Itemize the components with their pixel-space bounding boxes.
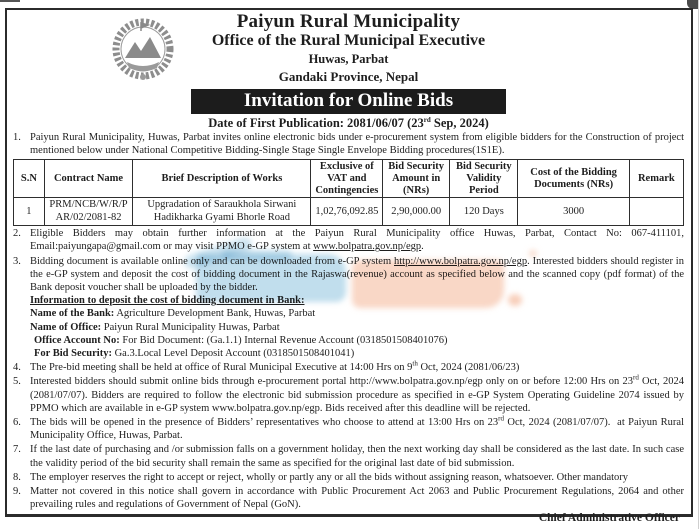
item-text	[30, 416, 684, 442]
notice-border-frame	[5, 8, 693, 525]
bid-security-amount-cell: 2,90,000.00	[383, 198, 450, 226]
bank-deposit-info	[30, 294, 684, 360]
bolpatra-url-link: http://www.bolpatra.gov.np/egp	[394, 255, 528, 267]
bank-row-label: For Bid Security:	[34, 348, 112, 360]
column-header-sn: S.N	[14, 160, 45, 198]
bid-security-account-row	[30, 347, 684, 360]
item-text: Paiyun Rural Municipality, Huwas, Parbat invites online electronic bids under e-procurement system from eligible bidders for the Construction of project mentioned below under National Competitive Bidding-Single Stage Single Envelope Bidding procedures(1S1E).	[30, 132, 684, 157]
bank-row-value: Ga.3.Local Level Deposit Account (0318501508401041)	[111, 348, 355, 360]
notice-header	[13, 11, 684, 130]
municipality-title: Paiyun Rural Municipality	[236, 11, 461, 32]
publication-date-line	[13, 116, 684, 130]
item-text-segment: Bidding document is available online only and can be downloaded from e-GP system	[30, 255, 394, 267]
remark-cell	[629, 198, 683, 226]
publication-date-text: Date of First Publication: 2081/06/07 (23	[208, 116, 424, 130]
sn-cell: 1	[14, 198, 45, 226]
item-number: 7.	[13, 444, 21, 456]
notice-item-1	[13, 131, 684, 157]
office-account-row	[30, 334, 684, 347]
notice-item-3	[13, 255, 684, 295]
bank-info-heading: Information to deposit the cost of bidding document in Bank:	[30, 295, 305, 307]
ordinal-superscript: rd	[633, 373, 639, 382]
notice-item-9	[13, 485, 684, 511]
invitation-banner: Invitation for Online Bids	[191, 89, 506, 114]
item-text-segment: Interested bidders should submit online bids through e-procurement portal http://www.bolpatra.gov.np/egp only on or before 12:00 Hrs on 23	[30, 376, 633, 388]
item-text-segment: .	[421, 241, 424, 253]
item-number: 3.	[13, 255, 21, 267]
notice-item-8	[13, 471, 684, 484]
bank-row-label: Name of Office:	[30, 321, 102, 333]
item-number: 2.	[13, 228, 21, 240]
item-text	[30, 255, 684, 295]
column-header-bid-security-amount: Bid Security Amount in (NRs)	[383, 160, 450, 198]
table-header-row	[14, 160, 684, 198]
table-row	[14, 198, 684, 226]
item-number: 1.	[13, 132, 21, 143]
column-header-description: Brief Description of Works	[133, 160, 311, 198]
item-number: 4.	[13, 362, 21, 374]
scan-artifact-top-left	[0, 0, 20, 2]
bank-name-row	[30, 307, 684, 320]
bank-row-value: Agriculture Development Bank, Huwas, Parbat	[114, 308, 316, 320]
contract-name-cell: PRM/NCB/W/R/PAR/02/2081-82	[44, 198, 132, 226]
item-text-segment: Oct, 2024 (2081/06/23)	[417, 362, 520, 374]
office-name-row	[30, 321, 684, 334]
bolpatra-url-link: www.bolpatra.gov.np/egp	[313, 241, 422, 253]
notice-item-4	[13, 361, 684, 374]
publication-date-year: Sep, 2024)	[430, 116, 489, 130]
item-number: 6.	[13, 417, 21, 429]
item-number: 8.	[13, 471, 21, 483]
notice-item-2	[13, 227, 684, 253]
item-text-segment: The Pre-bid meeting shall be held at office of Rural Municipal Executive at 14:00 Hrs on 9	[30, 362, 413, 374]
notice-item-7	[13, 443, 684, 469]
nepal-government-emblem-icon	[105, 15, 181, 85]
column-header-document-cost: Cost of the Bidding Documents (NRs)	[518, 160, 629, 198]
notice-item-6	[13, 416, 684, 442]
ordinal-superscript: rd	[498, 414, 505, 423]
ordinal-superscript: th	[412, 359, 418, 368]
description-cell: Upgradation of Saraukhola Sirwani Hadikharka Gyami Bhorle Road	[133, 198, 311, 226]
item-text	[30, 375, 684, 415]
ordinal-superscript: rd	[423, 115, 431, 124]
item-number: 5.	[13, 376, 21, 388]
province-line: Gandaki Province, Nepal	[278, 69, 419, 84]
bank-row-label: Name of the Bank:	[30, 308, 115, 320]
item-text-segment: Eligible Bidders may obtain further information at the Paiyun Rural Municipality office Huwas, Parbat, Contact No: 067-411101, Email:paiyungapa@gmail.com or may visit PPMO e-GP system at	[30, 228, 684, 253]
item-text: If the last date of purchasing and /or submission falls on a government holiday, then the next working day shall be considered as the last date. In such case the validity period of the bid security shall remain the same as specified for the original last date of bid submission.	[30, 444, 684, 469]
item-text-segment: Oct, 2024 (2081/07/07). Bidders are required to follow the electronic bid submission procedure as specified in e-GP System Operating Guideline 2074 issued by PPMO which are available in e-GP system www.bolpatra.gov.np/egp. Bids received after this deadline will be rejected.	[30, 376, 684, 414]
column-header-bid-security-validity: Bid Security Validity Period	[450, 160, 518, 198]
document-cost-cell: 3000	[518, 198, 629, 226]
item-text: The employer reserves the right to accept or reject, wholly or partly any or all the bids without assigning reason, whatsoever. Other mandatory	[30, 471, 629, 483]
office-title: Office of the Rural Municipal Executive	[211, 32, 486, 49]
bank-row-label: Office Account No:	[34, 334, 120, 346]
bids-table	[13, 159, 684, 226]
column-header-vat-exclusive: Exclusive of VAT and Contingencies	[311, 160, 383, 198]
column-header-remark: Remark	[629, 160, 683, 198]
vat-exclusive-cell: 1,02,76,092.85	[311, 198, 383, 226]
item-text-segment: The bids will be opened in the presence of Bidders’ representatives who choose to attend at 13:00 Hrs on 23	[30, 417, 499, 429]
bank-row-value: For Bid Document: (Ga.1.1) Internal Revenue Account (0318501508401076)	[119, 334, 448, 346]
item-text-segment: . Interested bidders should register in the e-GP system and deposit the cost of bidding document in the Rajaswa(revenue) account as specified below and the scanned copy (pdf format) of the Bank deposit voucher shall be uploaded by the bidder.	[30, 255, 684, 293]
item-text	[30, 361, 684, 374]
item-text: Matter not covered in this notice shall govern in accordance with Public Procurement Act 2063 and Public Procurement Regulations, 2064 and other prevailing rules and regulations of Government of Nepal (GoN).	[30, 486, 684, 511]
item-text	[30, 227, 684, 253]
column-header-contract-name: Contract Name	[44, 160, 132, 198]
signatory-title: Chief Administrative Officer	[538, 512, 680, 525]
location-line: Huwas, Parbat	[308, 52, 389, 66]
item-text-segment: Oct, 2024 (2081/07/07). at Paiyun Rural Municipality Office, Huwas, Parbat.	[30, 417, 684, 442]
notice-item-5	[13, 375, 684, 415]
bank-row-value: Paiyun Rural Municipality Huwas, Parbat	[101, 321, 280, 333]
item-number: 9.	[13, 486, 21, 498]
bid-security-validity-cell: 120 Days	[450, 198, 518, 226]
